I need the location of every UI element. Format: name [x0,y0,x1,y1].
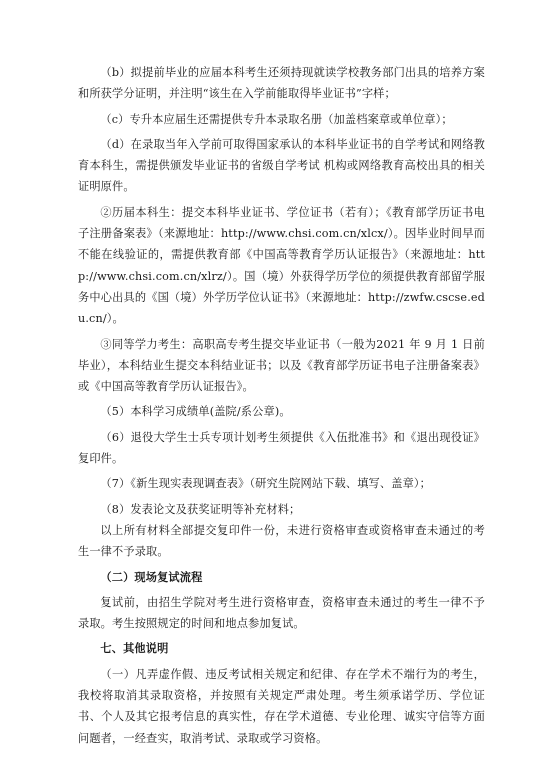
section-heading-onsite-process: （二）现场复试流程 [100,569,203,584]
paragraph-b-early-graduation: （b）拟提前毕业的应届本科考生还须持现就读学校教务部门出具的培养方案和所获学分证明，并注明“该生在入学前能取得毕业证书”字样； [78,66,485,101]
paragraph-d-self-study: （d）在录取当年入学前可取得国家承认的本科毕业证书的自学考试和网络教育本科生，需提供颁发毕业证书的省级自学考试 机构或网络教育高校出具的相关证明原件。 [78,137,485,194]
paragraph-item-6-veterans: （6）退役大学生士兵专项计划考生须提供《入伍批准书》和《退出现役证》复印件。 [78,430,485,466]
paragraph-equivalent-education: ③同等学力考生：高职高专考生提交毕业证书（一般为2021 年 9 月 1 日前毕业），本科结业生提交本科结业证书；以及《教育部学历证书电子注册备案表》或《中国高等教育学历认证报告》。 [78,337,485,394]
paragraph-past-graduates: ②历届本科生：提交本科毕业证书、学位证书（若有）；《教育部学历证书电子注册备案表》（来源地址：http://www.chsi.com.cn/xlcx/）。因毕业时间早而不能在线验证的，需提供教育部《中国高等教育学历认证报告》（来源地址：http://www.chsi.com.cn/xlrz/）。国（境）外获得学历学位的须提供教育部留学服务中心出具的《国（境）外学历学位认证书》（来源地址：http://zwfw.cscse.edu.cn/）。 [78,205,485,326]
paragraph-fraud-policy: （一）凡弄虚作假、违反考试相关规定和纪律、存在学术不端行为的考生，我校将取消其录取资格，并按照有关规定严肃处理。考生须承诺学历、学位证书、个人及其它报考信息的真实性，存在学术道德、专业伦理、诚实守信等方面问题者，一经查实，取消考试、录取或学习资格。 [78,667,485,745]
section-heading-other-notes: 七、其他说明 [100,641,169,656]
paragraph-item-8-supplementary: （8）发表论文及获奖证明等补充材料； [100,502,301,516]
paragraph-item-5-transcript: （5）本科学习成绩单(盖院/系公章)。 [100,405,291,419]
paragraph-item-7-survey: （7）《新生现实表现调查表》（研究生院网站下载、填写、盖章）； [100,477,431,491]
paragraph-copies-note: 以上所有材料全部提交复印件一份，未进行资格审查或资格审查未通过的考生一律不予录取。 [78,523,485,559]
paragraph-c-upgrade: （c）专升本应届生还需提供专升本录取名册（加盖档案章或单位章）； [100,112,453,126]
paragraph-onsite-process: 复试前，由招生学院对考生进行资格审查，资格审查未通过的考生一律不予录取。考生按照规定的时间和地点参加复试。 [78,595,485,631]
